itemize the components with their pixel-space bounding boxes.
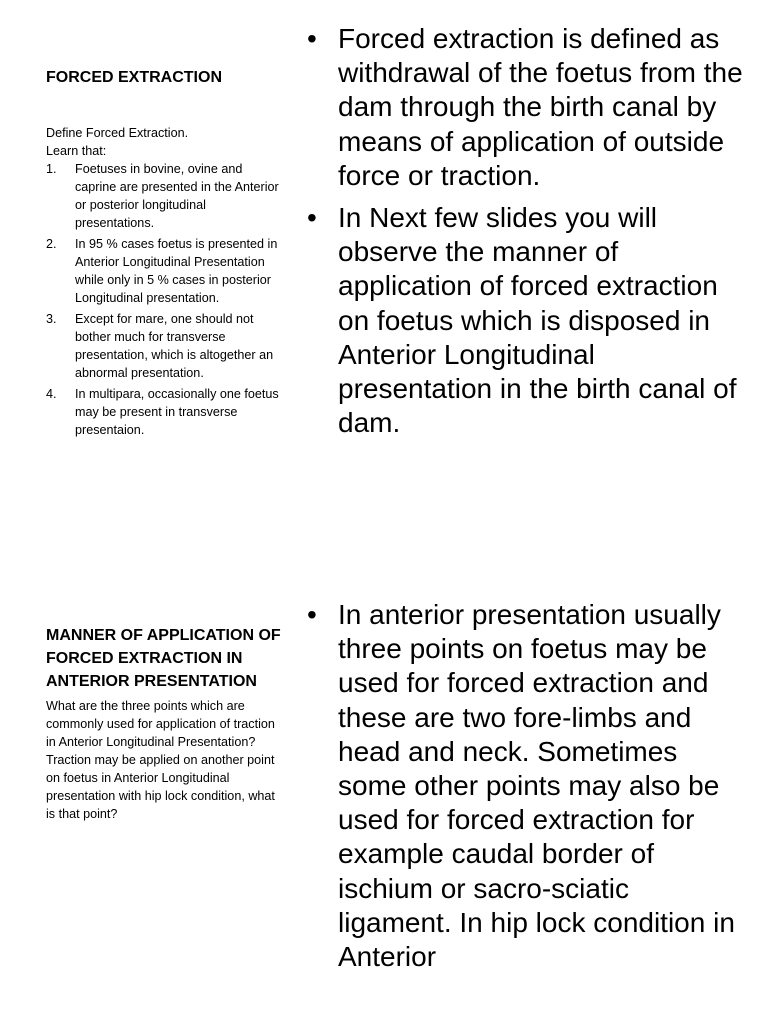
notes-panel bbox=[46, 66, 286, 442]
notes-heading: MANNER OF APPLICATION OF FORCED EXTRACTION IN ANTERIOR PRESENTATION bbox=[46, 627, 281, 690]
list-item bbox=[46, 160, 286, 232]
list-number: 4. bbox=[46, 387, 57, 401]
list-item bbox=[46, 235, 286, 307]
notes-heading: FORCED EXTRACTION bbox=[46, 69, 222, 86]
bullet-dot-icon: • bbox=[307, 599, 317, 630]
bullet-dot-icon: • bbox=[307, 23, 317, 54]
question-text: Traction may be applied on another point on foetus in Anterior Longitudinal presentation with hip lock condition, what is that point? bbox=[46, 753, 275, 821]
list-text: In 95 % cases foetus is presented in Anterior Longitudinal Presentation while only in 5 % cases in posterior Longitudinal presentation. bbox=[75, 237, 278, 305]
list-item bbox=[46, 310, 286, 382]
question-text: What are the three points which are commonly used for application of traction in Anterior Longitudinal Presentation? bbox=[46, 699, 275, 749]
bullet-item bbox=[306, 201, 746, 440]
bullet-text: In anterior presentation usually three points on foetus may be used for forced extraction and these are two fore-limbs and head and neck. Sometimes some other points may also be used for forced extraction for example caudal border of ischium or sacro-sciatic ligament. In hip lock condition in Anterior bbox=[338, 599, 735, 973]
slide-anterior-presentation bbox=[0, 590, 768, 1024]
bullet-list bbox=[306, 598, 746, 974]
list-number: 1. bbox=[46, 162, 57, 176]
list-item bbox=[46, 385, 286, 439]
bullet-dot-icon: • bbox=[307, 202, 317, 234]
intro-line: Learn that: bbox=[46, 144, 107, 158]
bullet-item bbox=[306, 22, 746, 193]
bullet-text: In Next few slides you will observe the manner of application of forced extraction on foetus which is disposed in Anterior Longitudinal presentation in the birth canal of dam. bbox=[338, 202, 737, 439]
slide-content bbox=[306, 22, 746, 448]
notes-panel bbox=[46, 624, 286, 823]
bullet-item bbox=[306, 598, 746, 974]
bullet-text: Forced extraction is defined as withdrawal of the foetus from the dam through the birth canal by means of application of outside force or traction. bbox=[338, 23, 743, 191]
list-text: In multipara, occasionally one foetus may be present in transverse presentaion. bbox=[75, 387, 279, 437]
intro-line: Define Forced Extraction. bbox=[46, 126, 189, 140]
list-number: 2. bbox=[46, 237, 57, 251]
numbered-list bbox=[46, 160, 286, 439]
list-number: 3. bbox=[46, 312, 57, 326]
bullet-list bbox=[306, 22, 746, 440]
list-text: Except for mare, one should not bother much for transverse presentation, which is altogether an abnormal presentation. bbox=[75, 312, 274, 380]
list-text: Foetuses in bovine, ovine and caprine are presented in the Anterior or posterior longitudinal presentations. bbox=[75, 162, 279, 230]
slide-content bbox=[306, 598, 746, 982]
